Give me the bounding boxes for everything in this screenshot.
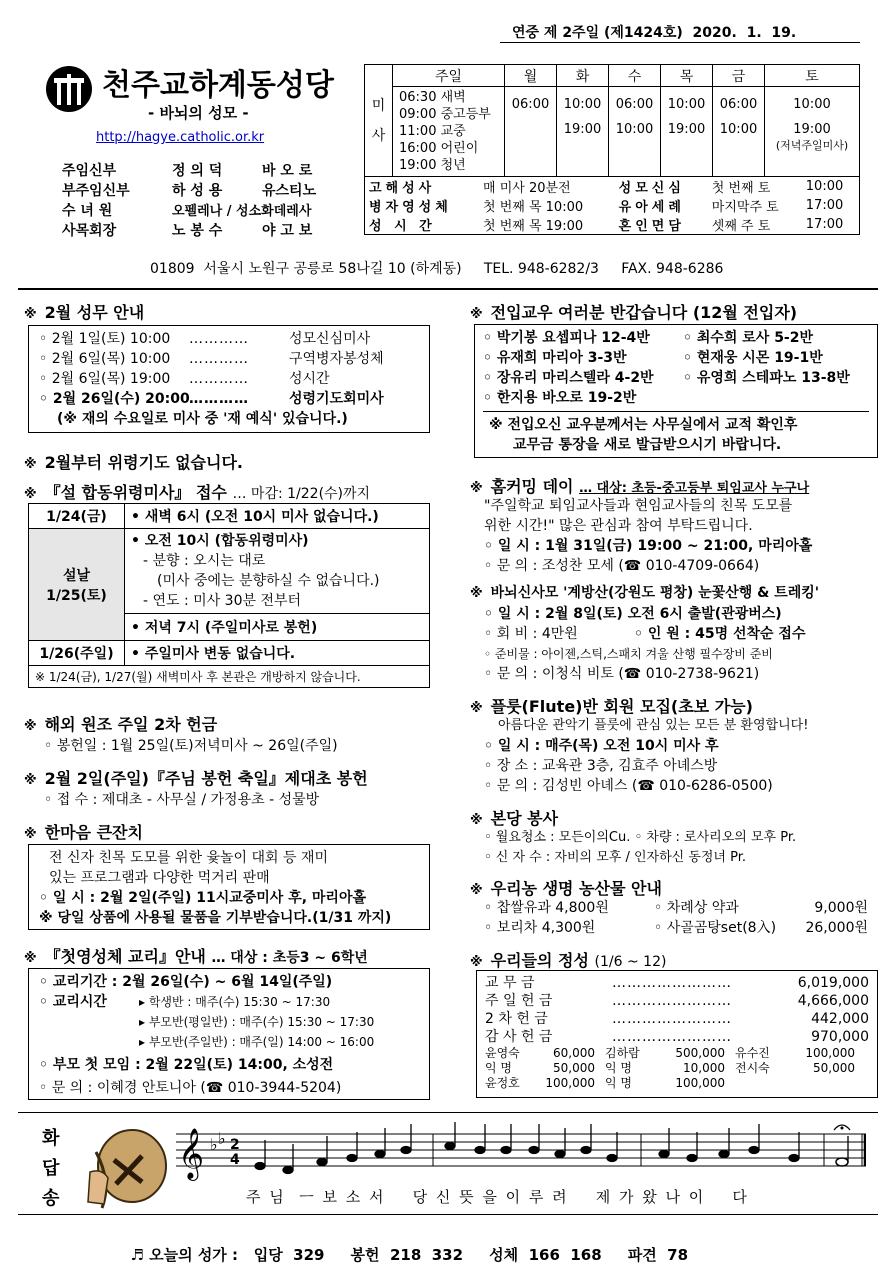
church-patron: - 바뇌의 성모 -: [148, 104, 249, 122]
offering-box: 교 무 금 …………………… 6,019,000 주 일 헌 금 …………………… 4,666,000 2 차 헌 금 …………………… 442,000 감 사 헌 금 …………………… 970,000 윤영숙 60,000 김하람 500,000 유수진 100,000 익 명 50,000 익 명 10,000 전시숙 50,000 윤정호 100,000 익 명 100,000: [476, 970, 878, 1098]
todays-songs: [120, 1226, 688, 1265]
header-divider: [18, 288, 878, 290]
banquet-box: 전 신자 친목 도모를 위한 윷놀이 대회 등 재미 있는 프로그램과 다양한 먹거리 판매 ◦ 일 시 : 2월 2일(주일) 11시교중미사 후, 마리아홀 ※ 당일 상품에 사용될 물품을 기부받습니다.(1/31 까지): [28, 844, 430, 930]
candle-title: ※ 2월 2일(주일)『주님 봉헌 축일』제대초 봉헌: [24, 769, 368, 788]
church-address: 01809 서울시 노원구 공릉로 58나길 10 (하계동) TEL. 948-6282/3 FAX. 948-6286: [150, 261, 724, 277]
banquet-title: ※ 한마음 큰잔치: [24, 823, 143, 842]
flute-title: ※ 플룻(Flute)반 회원 모집(초보 가능): [470, 697, 753, 716]
communion-title: ※ 『첫영성체 교리』안내 … 대상 : 초등3 ~ 6학년: [24, 947, 368, 966]
hiking-title: ※ 바뇌신사모 '계방산(강원도 평창) 눈꽃산행 & 트레킹': [470, 585, 820, 601]
issue-info: 연중 제 2주일 (제1424호) 2020. 1. 19.: [512, 25, 797, 41]
sacrament-info: 고해성사 매 미사 20분전 성모신심 첫 번째 토 10:00 병자영성체 첫 번째 목 10:00 유아세례 마지막주 토 17:00 성 시 간 첫 번째 목 19:00 혼인면담 셋째 주 토 17:00: [364, 177, 860, 235]
no-memorial-notice: ※ 2월부터 위령기도 없습니다.: [24, 453, 244, 472]
hymn-staff: [176, 1120, 866, 1184]
hiking-body: ◦ 일 시 : 2월 8일(토) 오전 6시 출발(관광버스) ◦ 회 비 : 4만원 ◦ 인 원 : 45명 선착순 접수 ◦ 준비물 : 아이젠,스틱,스패치 겨울 산행 필수장비 준비 ◦ 문 의 : 이청식 비토 (☎ 010-2738-9621): [484, 606, 806, 682]
hymn-illustration-icon: [82, 1122, 172, 1212]
offering-title: ※ 우리들의 정성 (1/6 ~ 12): [470, 951, 667, 970]
svg-text:4: 4: [230, 1152, 240, 1168]
feb-item: ◦ 2월 6일(목) 19:00 ………… 성시간: [39, 371, 330, 387]
feb-item: ◦ 2월 26일(수) 20:00 ………… 성령기도회미사: [39, 391, 384, 407]
issue-underline: [500, 42, 860, 43]
church-name: 천주교하계동성당: [102, 68, 334, 103]
feb-item: ◦ 2월 1일(토) 10:00 ………… 성모신심미사: [39, 331, 371, 347]
homecoming-body: "주일학교 퇴임교사들과 현임교사들의 친목 도모를 위한 시간!" 많은 관심과 참여 부탁드립니다. ◦ 일 시 : 1월 31일(금) 19:00 ~ 21:00, 마리아홀 ◦ 문 의 : 조성찬 모세 (☎ 010-4709-0664): [484, 498, 813, 574]
todays-songs-label: ♬ 오늘의 성가 :: [130, 1246, 239, 1264]
svg-text:𝄞: 𝄞: [178, 1128, 205, 1179]
farm-title: ※ 우리농 생명 농산물 안내: [470, 879, 662, 898]
svg-text:♭: ♭: [210, 1135, 218, 1154]
svg-text:♭: ♭: [218, 1129, 226, 1148]
seol-title: ※ 『설 합동위령미사』 접수 … 마감: 1/22(수)까지: [24, 483, 371, 502]
feb-note: (※ 재의 수요일로 미사 중 '재 예식' 있습니다.): [57, 411, 348, 427]
offering-donors: 윤영숙 60,000 김하람 500,000 유수진 100,000 익 명 50,000 익 명 10,000 전시숙 50,000 윤정호 100,000 익 명 100,000: [485, 1046, 855, 1090]
hymn-divider-bottom: [18, 1214, 878, 1215]
feb-item: ◦ 2월 6일(목) 10:00 ………… 구역병자봉성체: [39, 351, 384, 367]
svg-text:2: 2: [230, 1137, 240, 1153]
welcome-box: ◦ 박기봉 요셉피나 12-4반 ◦ 유재희 마리아 3-3반 ◦ 장유리 마리스텔라 4-2반 ◦ 한지용 바오로 19-2반 ◦ 최수희 로사 5-2반 ◦ 현재웅 시몬 19-1반 ◦ 유영희 스테파노 13-8반 ※ 전입오신 교우분께서는 사무실에서 교적 확인후 교무금 통장을 새로 발급받으시기 바랍니다.: [474, 324, 878, 458]
seol-table: 1/24(금) • 새벽 6시 (오전 10시 미사 없습니다.) 설날 1/25(토) • 오전 10시 (합동위령미사) - 분향 : 오시는 대로 (미사 중에는 분향하실 수 없습니다.) - 연도 : 미사 30분 전부터 • 저녁 7시 (주일미사로 봉헌) 1/26(주일) • 주일미사 변동 없습니다. ※ 1/24(금), 1/27(월) 새벽미사 후 본관은 개방하지 않습니다.: [28, 503, 430, 688]
church-url[interactable]: http://hagye.catholic.or.kr: [96, 130, 265, 145]
overseas-text: ◦ 봉헌일 : 1월 25일(토)저녁미사 ~ 26일(주일): [44, 738, 338, 754]
service-title: ※ 본당 봉사: [470, 809, 559, 828]
church-logo-icon: [44, 64, 94, 114]
homecoming-title: ※ 홈커밍 데이 … 대상: 초등-중고등부 퇴임교사 누구나: [470, 477, 810, 496]
welcome-title: ※ 전입교우 여러분 반갑습니다 (12월 전입자): [470, 303, 798, 322]
flute-body: 아름다운 관악기 플룻에 관심 있는 모든 분 환영합니다! ◦ 일 시 : 매주(목) 오전 10시 미사 후 ◦ 장 소 : 교육관 3층, 김효주 아녜스방 ◦ 문 의 : 김성빈 아녜스 (☎ 010-6286-0500): [484, 718, 809, 794]
staff-list: 주임신부 정 의 덕 바 오 로 부주임신부 하 성 용 유스티노 수 녀 원 오펠레나 / 성소화데레사 사목회장 노 봉 수 야 고 보: [62, 163, 317, 239]
overseas-title: ※ 해외 원조 주일 2차 헌금: [24, 715, 218, 734]
feb-schedule-title: ※ 2월 성무 안내: [24, 303, 145, 322]
hymn-label: 화 답 송: [42, 1128, 60, 1209]
todays-songs-items: 입당 329 봉헌 218 332 성체 166 168 파견 78: [253, 1246, 689, 1264]
service-body: ◦ 월요청소 : 모든이의Cu. ◦ 차량 : 로사리오의 모후 Pr. ◦ 신 자 수 : 자비의 모후 / 인자하신 동정녀 Pr.: [484, 830, 797, 865]
hymn-divider-top: [18, 1112, 878, 1113]
farm-body: ◦ 찹쌀유과 4,800원 ◦ 차례상 약과 9,000원 ◦ 보리차 4,300원 ◦ 사골곰탕set(8入) 26,000원: [484, 900, 868, 936]
feb-schedule-box: [28, 325, 430, 433]
hymn-lyrics: 주 님 ㅡ 보 소 서 당 신 뜻 을 이 루 려 제 가 왔 나 이 다: [246, 1188, 749, 1206]
candle-text: ◦ 접 수 : 제대초 - 사무실 / 가정용초 - 성물방: [44, 792, 320, 808]
mass-schedule: 미사 주일 월 화 수 목 금 토 06:30 새벽 09:00 중고등부 11:00 교중 16:00 어린이 19:00 청년 06:00 10:00 19:00 06:00 10:00 10:00 19:00 06:00 10:00 10:00 19:00 (저녁주일미사) 고해성사 매 미사 20분전 성모신심 첫 번째 토 10:00 병자영성체 첫 번째 목 10:00 유아세례 마지막주 토 17:00 성 시 간 첫 번째 목 19:00 혼인면담 셋째 주 토 17:00: [364, 64, 860, 235]
mass-label: 미사: [365, 65, 393, 177]
communion-box: ◦ 교리기간 : 2월 26일(수) ~ 6월 14일(주일) ◦ 교리시간 ▸ 학생반 : 매주(수) 15:30 ~ 17:30 ▸ 부모반(평일반) : 매주(수) 15:30 ~ 17:30 ▸ 부모반(주일반) : 매주(일) 14:00 ~ 16:00 ◦ 부모 첫 모임 : 2월 22일(토) 14:00, 소성전 ◦ 문 의 : 이혜경 안토니아 (☎ 010-3944-5204): [28, 968, 430, 1100]
